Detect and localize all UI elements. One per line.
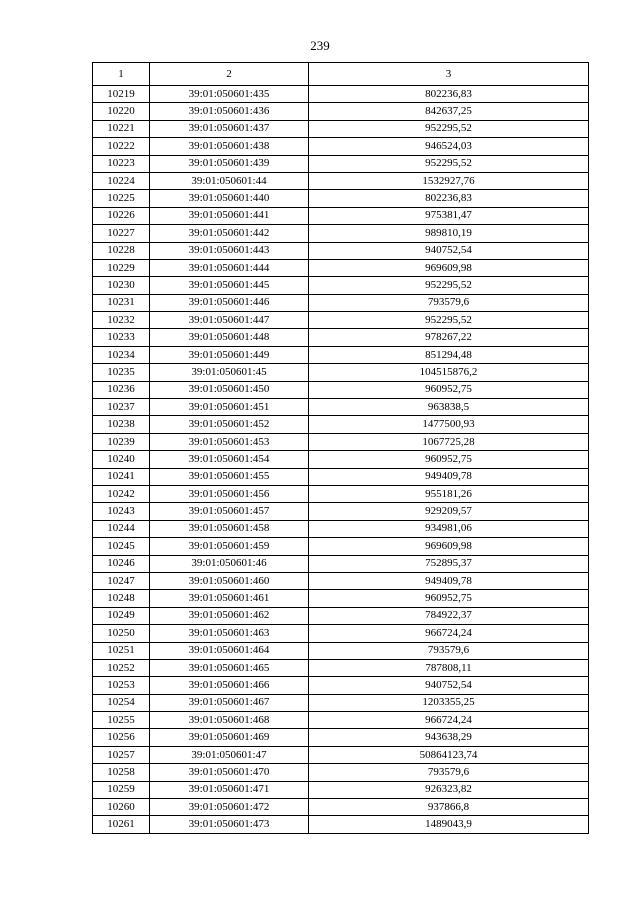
table-row [93, 642, 589, 659]
row-number-cell: 10258 [93, 764, 150, 781]
table-row [93, 294, 589, 311]
cadastral-id-cell: 39:01:050601:449 [150, 346, 309, 363]
value-cell: 1067725,28 [309, 433, 589, 450]
row-number-cell: 10241 [93, 468, 150, 485]
row-number-cell: 10224 [93, 172, 150, 189]
table-row [93, 572, 589, 589]
value-cell: 952295,52 [309, 155, 589, 172]
table-row [93, 677, 589, 694]
cadastral-id-cell: 39:01:050601:447 [150, 312, 309, 329]
row-number-cell: 10240 [93, 451, 150, 468]
cadastral-id-cell: 39:01:050601:437 [150, 120, 309, 137]
cadastral-id-cell: 39:01:050601:45 [150, 364, 309, 381]
cadastral-id-cell: 39:01:050601:454 [150, 451, 309, 468]
value-cell: 952295,52 [309, 277, 589, 294]
value-cell: 946524,03 [309, 138, 589, 155]
table-row [93, 555, 589, 572]
row-number-cell: 10229 [93, 259, 150, 276]
value-cell: 960952,75 [309, 451, 589, 468]
row-number-cell: 10230 [93, 277, 150, 294]
table-row [93, 399, 589, 416]
cadastral-id-cell: 39:01:050601:444 [150, 259, 309, 276]
cadastral-id-cell: 39:01:050601:452 [150, 416, 309, 433]
value-cell: 989810,19 [309, 225, 589, 242]
table-row [93, 694, 589, 711]
cadastral-id-cell: 39:01:050601:461 [150, 590, 309, 607]
cadastral-id-cell: 39:01:050601:456 [150, 485, 309, 502]
value-cell: 949409,78 [309, 572, 589, 589]
cadastral-id-cell: 39:01:050601:47 [150, 746, 309, 763]
value-cell: 940752,54 [309, 677, 589, 694]
value-cell: 960952,75 [309, 590, 589, 607]
cadastral-id-cell: 39:01:050601:453 [150, 433, 309, 450]
row-number-cell: 10221 [93, 120, 150, 137]
cadastral-id-cell: 39:01:050601:443 [150, 242, 309, 259]
value-cell: 934981,06 [309, 520, 589, 537]
row-number-cell: 10234 [93, 346, 150, 363]
table-row [93, 503, 589, 520]
value-cell: 937866,8 [309, 799, 589, 816]
table-row [93, 538, 589, 555]
row-number-cell: 10239 [93, 433, 150, 450]
row-number-cell: 10232 [93, 312, 150, 329]
table-row [93, 659, 589, 676]
value-cell: 963838,5 [309, 399, 589, 416]
cadastral-id-cell: 39:01:050601:463 [150, 625, 309, 642]
value-cell: 793579,6 [309, 764, 589, 781]
cadastral-id-cell: 39:01:050601:460 [150, 572, 309, 589]
row-number-cell: 10253 [93, 677, 150, 694]
cadastral-id-cell: 39:01:050601:469 [150, 729, 309, 746]
cadastral-id-cell: 39:01:050601:470 [150, 764, 309, 781]
table-row [93, 764, 589, 781]
row-number-cell: 10220 [93, 103, 150, 120]
cadastral-id-cell: 39:01:050601:455 [150, 468, 309, 485]
value-cell: 802236,83 [309, 86, 589, 103]
cadastral-id-cell: 39:01:050601:448 [150, 329, 309, 346]
cadastral-id-cell: 39:01:050601:450 [150, 381, 309, 398]
row-number-cell: 10222 [93, 138, 150, 155]
table-row [93, 381, 589, 398]
table-row [93, 590, 589, 607]
table-row [93, 468, 589, 485]
cadastral-id-cell: 39:01:050601:471 [150, 781, 309, 798]
value-cell: 952295,52 [309, 120, 589, 137]
value-cell: 842637,25 [309, 103, 589, 120]
row-number-cell: 10244 [93, 520, 150, 537]
row-number-cell: 10255 [93, 712, 150, 729]
row-number-cell: 10245 [93, 538, 150, 555]
cadastral-id-cell: 39:01:050601:46 [150, 555, 309, 572]
cadastral-id-cell: 39:01:050601:439 [150, 155, 309, 172]
table-row [93, 607, 589, 624]
cadastral-id-cell: 39:01:050601:445 [150, 277, 309, 294]
cadastral-id-cell: 39:01:050601:462 [150, 607, 309, 624]
table-row [93, 312, 589, 329]
table-row [93, 346, 589, 363]
value-cell: 978267,22 [309, 329, 589, 346]
row-number-cell: 10257 [93, 746, 150, 763]
row-number-cell: 10231 [93, 294, 150, 311]
cadastral-id-cell: 39:01:050601:466 [150, 677, 309, 694]
table-row [93, 520, 589, 537]
value-cell: 104515876,2 [309, 364, 589, 381]
table-row [93, 103, 589, 120]
row-number-cell: 10249 [93, 607, 150, 624]
table-row [93, 277, 589, 294]
table-row [93, 120, 589, 137]
table-row [93, 86, 589, 103]
table-row [93, 433, 589, 450]
cadastral-id-cell: 39:01:050601:441 [150, 207, 309, 224]
row-number-cell: 10238 [93, 416, 150, 433]
value-cell: 752895,37 [309, 555, 589, 572]
row-number-cell: 10228 [93, 242, 150, 259]
value-cell: 966724,24 [309, 712, 589, 729]
table-row [93, 712, 589, 729]
table-row [93, 259, 589, 276]
cadastral-id-cell: 39:01:050601:438 [150, 138, 309, 155]
value-cell: 949409,78 [309, 468, 589, 485]
row-number-cell: 10251 [93, 642, 150, 659]
value-cell: 851294,48 [309, 346, 589, 363]
value-cell: 1203355,25 [309, 694, 589, 711]
row-number-cell: 10242 [93, 485, 150, 502]
cadastral-value-table [92, 62, 589, 834]
value-cell: 787808,11 [309, 659, 589, 676]
cadastral-id-cell: 39:01:050601:464 [150, 642, 309, 659]
column-header-number: 1 [93, 63, 150, 86]
row-number-cell: 10233 [93, 329, 150, 346]
row-number-cell: 10219 [93, 86, 150, 103]
cadastral-id-cell: 39:01:050601:457 [150, 503, 309, 520]
value-cell: 802236,83 [309, 190, 589, 207]
table-row [93, 729, 589, 746]
table-row [93, 485, 589, 502]
cadastral-id-cell: 39:01:050601:446 [150, 294, 309, 311]
value-cell: 784922,37 [309, 607, 589, 624]
page-number: 239 [310, 38, 330, 53]
table-row [93, 207, 589, 224]
table-row [93, 746, 589, 763]
table-row [93, 364, 589, 381]
value-cell: 1477500,93 [309, 416, 589, 433]
value-cell: 793579,6 [309, 294, 589, 311]
row-number-cell: 10225 [93, 190, 150, 207]
value-cell: 943638,29 [309, 729, 589, 746]
cadastral-id-cell: 39:01:050601:442 [150, 225, 309, 242]
table-row [93, 155, 589, 172]
table-row [93, 172, 589, 189]
cadastral-id-cell: 39:01:050601:465 [150, 659, 309, 676]
table-row [93, 225, 589, 242]
row-number-cell: 10260 [93, 799, 150, 816]
row-number-cell: 10235 [93, 364, 150, 381]
row-number-cell: 10259 [93, 781, 150, 798]
row-number-cell: 10227 [93, 225, 150, 242]
row-number-cell: 10243 [93, 503, 150, 520]
row-number-cell: 10248 [93, 590, 150, 607]
column-header-value: 3 [309, 63, 589, 86]
row-number-cell: 10254 [93, 694, 150, 711]
row-number-cell: 10237 [93, 399, 150, 416]
value-cell: 952295,52 [309, 312, 589, 329]
cadastral-id-cell: 39:01:050601:468 [150, 712, 309, 729]
row-number-cell: 10247 [93, 572, 150, 589]
value-cell: 1489043,9 [309, 816, 589, 833]
row-number-cell: 10250 [93, 625, 150, 642]
value-cell: 940752,54 [309, 242, 589, 259]
table-row [93, 242, 589, 259]
table-row [93, 625, 589, 642]
cadastral-id-cell: 39:01:050601:458 [150, 520, 309, 537]
column-header-cadastral-id: 2 [150, 63, 309, 86]
value-cell: 50864123,74 [309, 746, 589, 763]
table-body [93, 86, 589, 834]
value-cell: 1532927,76 [309, 172, 589, 189]
cadastral-id-cell: 39:01:050601:435 [150, 86, 309, 103]
value-cell: 975381,47 [309, 207, 589, 224]
value-cell: 793579,6 [309, 642, 589, 659]
table-row [93, 799, 589, 816]
row-number-cell: 10261 [93, 816, 150, 833]
row-number-cell: 10226 [93, 207, 150, 224]
row-number-cell: 10236 [93, 381, 150, 398]
cadastral-id-cell: 39:01:050601:473 [150, 816, 309, 833]
table-row [93, 816, 589, 833]
table-header-row [93, 63, 589, 86]
value-cell: 966724,24 [309, 625, 589, 642]
cadastral-id-cell: 39:01:050601:467 [150, 694, 309, 711]
value-cell: 960952,75 [309, 381, 589, 398]
value-cell: 969609,98 [309, 259, 589, 276]
cadastral-id-cell: 39:01:050601:44 [150, 172, 309, 189]
row-number-cell: 10223 [93, 155, 150, 172]
row-number-cell: 10256 [93, 729, 150, 746]
cadastral-id-cell: 39:01:050601:440 [150, 190, 309, 207]
cadastral-id-cell: 39:01:050601:436 [150, 103, 309, 120]
row-number-cell: 10246 [93, 555, 150, 572]
cadastral-id-cell: 39:01:050601:451 [150, 399, 309, 416]
table-row [93, 329, 589, 346]
cadastral-id-cell: 39:01:050601:472 [150, 799, 309, 816]
table-row [93, 138, 589, 155]
value-cell: 929209,57 [309, 503, 589, 520]
value-cell: 969609,98 [309, 538, 589, 555]
table-row [93, 781, 589, 798]
value-cell: 955181,26 [309, 485, 589, 502]
row-number-cell: 10252 [93, 659, 150, 676]
table-row [93, 190, 589, 207]
table-row [93, 416, 589, 433]
cadastral-id-cell: 39:01:050601:459 [150, 538, 309, 555]
value-cell: 926323,82 [309, 781, 589, 798]
table-row [93, 451, 589, 468]
